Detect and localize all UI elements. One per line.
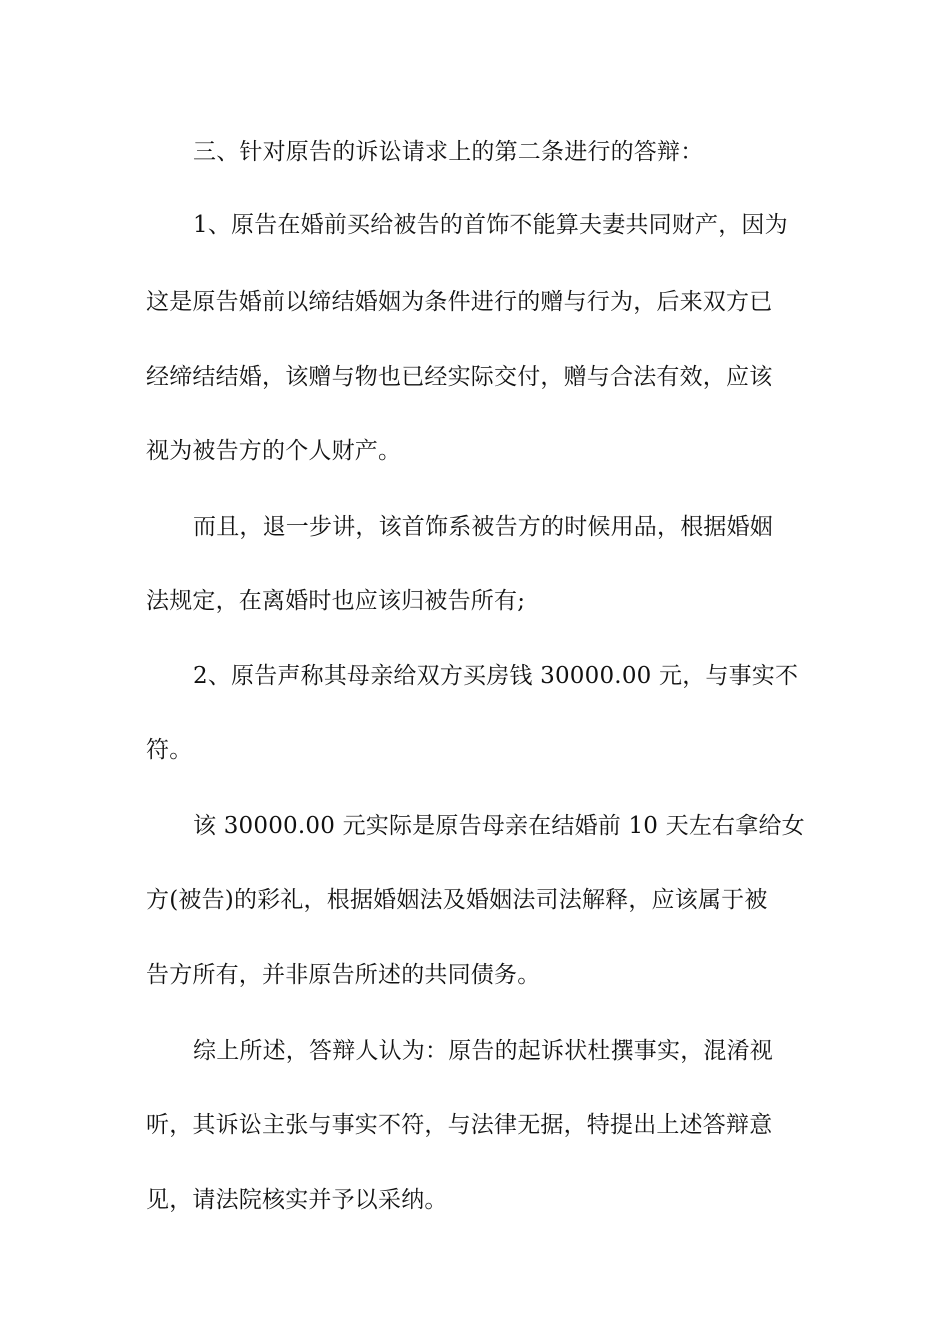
paragraph-line: 法规定，在离婚时也应该归被告所有; — [146, 588, 526, 614]
paragraph-line: 告方所有，并非原告所述的共同债务。 — [146, 962, 541, 988]
paragraph-line: 符。 — [146, 737, 193, 763]
paragraph-line: 2、原告声称其母亲给双方买房钱 30000.00 元，与事实不 — [193, 663, 799, 689]
paragraph-line: 这是原告婚前以缔结婚姻为条件进行的赠与行为，后来双方已 — [146, 289, 773, 315]
paragraph-line: 该 30000.00 元实际是原告母亲在结婚前 10 天左右拿给女 — [193, 813, 805, 839]
paragraph-line: 而且，退一步讲，该首饰系被告方的时候用品，根据婚姻 — [193, 514, 773, 540]
paragraph-line: 听，其诉讼主张与事实不符，与法律无据，特提出上述答辩意 — [146, 1112, 773, 1138]
paragraph-line: 经缔结结婚，该赠与物也已经实际交付，赠与合法有效，应该 — [146, 364, 773, 390]
paragraph-line: 见，请法院核实并予以采纳。 — [146, 1187, 448, 1213]
paragraph-line: 综上所述，答辩人认为：原告的起诉状杜撰事实，混淆视 — [193, 1038, 773, 1064]
paragraph-line: 1、原告在婚前买给被告的首饰不能算夫妻共同财产，因为 — [193, 212, 788, 238]
paragraph-line: 视为被告方的个人财产。 — [146, 438, 402, 464]
paragraph-line: 方(被告)的彩礼，根据婚姻法及婚姻法司法解释，应该属于被 — [146, 887, 768, 913]
section-heading: 三、针对原告的诉讼请求上的第二条进行的答辩： — [193, 139, 704, 165]
